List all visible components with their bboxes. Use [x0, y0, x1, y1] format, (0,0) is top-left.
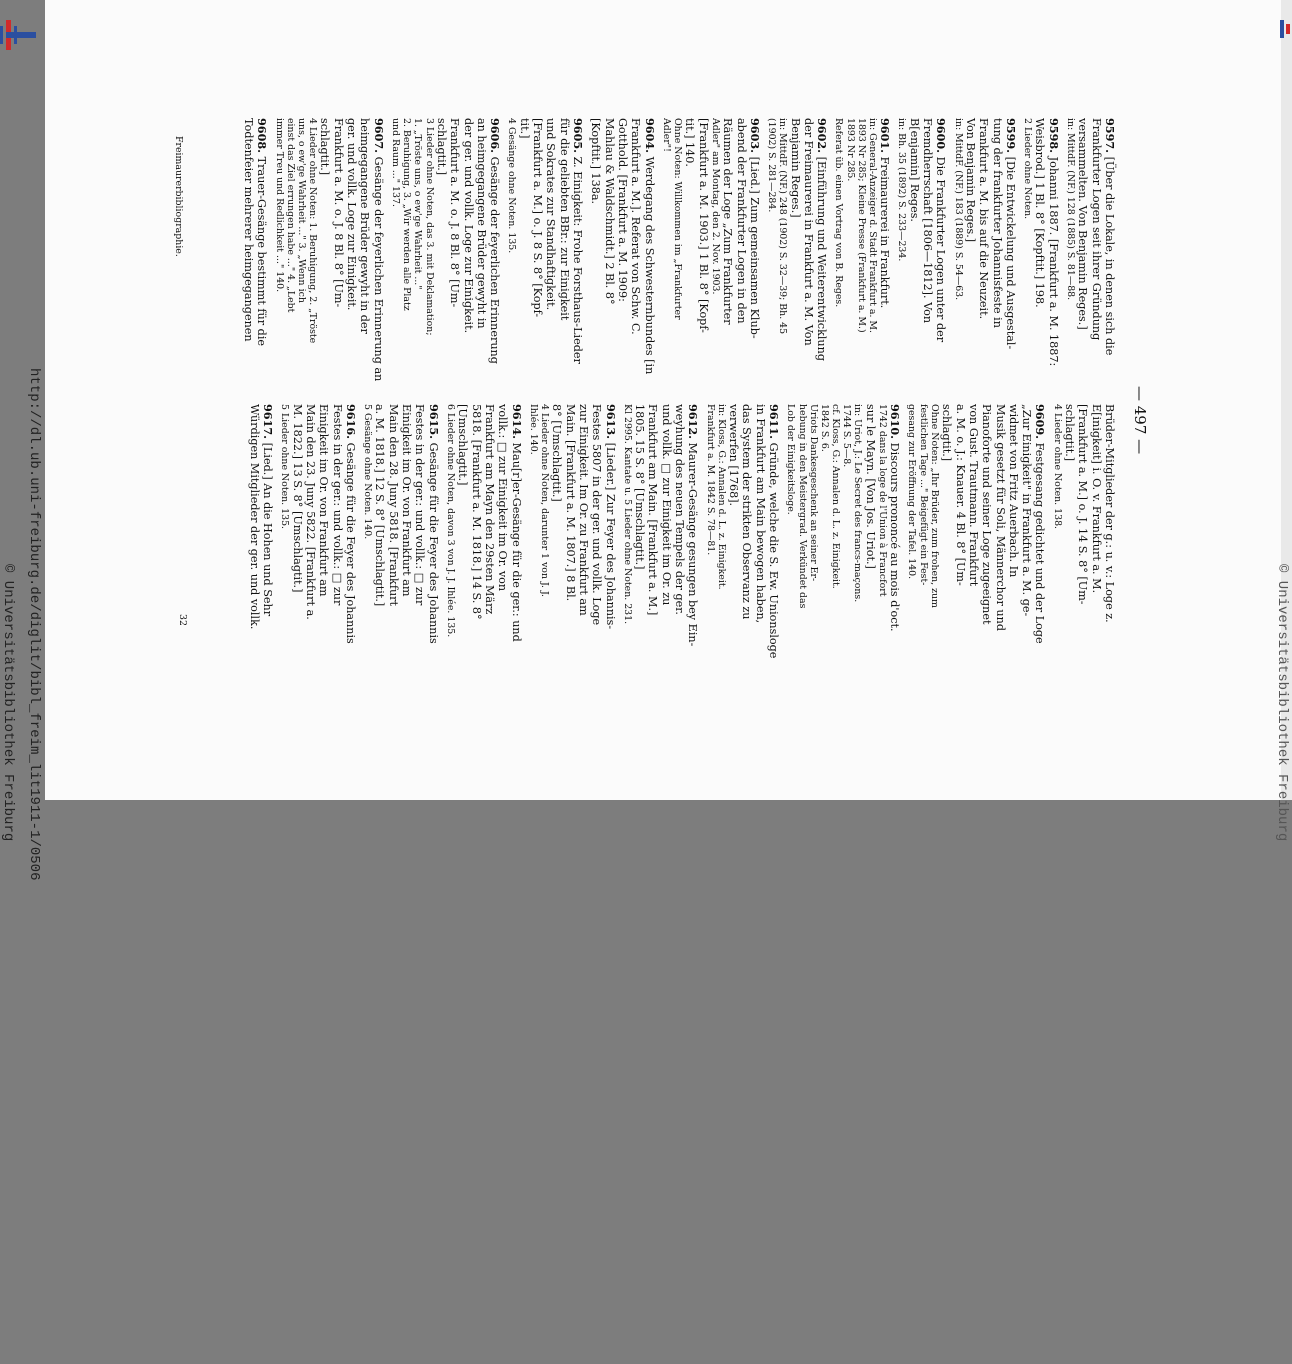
entry-line: Pianoforte und seiner Loge zugeeignet — [980, 404, 994, 625]
library-logo-icon-right — [1278, 18, 1292, 40]
entry-line: für die geliebten BBr.: zur Einigkeit — [557, 118, 571, 321]
entry-line: verwerfen [1768]. — [727, 404, 741, 507]
bibliography-entry — [833, 118, 891, 388]
entry-line: Festes in der ger.: und vollk.: □ zur — [413, 404, 427, 606]
entry-line: 9600. Die Frankfurter Logen unter der — [934, 118, 949, 343]
entry-line: schlagtit.] — [434, 118, 448, 176]
bibliography-entry — [766, 118, 828, 388]
entry-line: widmet von Fritz Auerbach. In — [1006, 404, 1020, 578]
entry-line: Referat üb. einen Vortrag von B. Reges. — [833, 118, 845, 308]
entry-line: versammelten. Von Benjamin Reges.] — [1076, 118, 1090, 330]
bibliography-entry — [1052, 404, 1117, 674]
entry-line: B[enjamin] Reges. — [907, 118, 921, 222]
entry-line: 1805. 15 S. 8° [Umschlagtit.] — [633, 404, 647, 570]
bibliography-entry — [906, 404, 1046, 674]
entry-line: 9608. Trauer-Gesänge bestimmt für die — [255, 118, 270, 347]
entry-line: vollk.: □ zur Einigkeit im Or. von — [496, 404, 510, 592]
bibliography-entry — [445, 404, 523, 674]
entry-line: ger. und vollk. Loge zur Einigkeit. — [345, 118, 359, 311]
entry-line: Lob der Einigkeitsloge. — [785, 404, 797, 515]
entry-line: Einigkeit im Or. von Frankfurt am — [317, 404, 331, 597]
entry-line: in: MittdF. (NF.) 128 (1885) S. 81—88. — [1065, 118, 1077, 301]
entry-line: 9598. Johanni 1887. [Frankfurt a. M. 1887: — [1046, 118, 1061, 367]
entry-line: weyhung des neuen Tempels der ger. — [673, 404, 687, 615]
entry-line: Frankfurt am Mayn den 29sten März — [482, 404, 496, 615]
sidebar-copyright: © Universitätsbibliothek Freiburg — [0, 564, 16, 842]
entry-line: an heimgegangene Brüder gewyht in — [474, 118, 488, 329]
entry-line: 9597. [Über die Lokale, in denen sich die — [1103, 118, 1117, 356]
entry-line: Frankfurt a. M. bis auf die Neuzeit. — [977, 118, 991, 320]
entry-line: 1744 S. 5—8. — [841, 404, 853, 468]
entry-line: 9610. Discours prononcé au mois d'oct. — [888, 404, 903, 632]
entry-line: in: Kloss, G.: Annalen d. L. z. Einigkeit. — [715, 404, 727, 590]
bibliography-entry — [661, 118, 761, 388]
entry-line: M. 1822.] 13 S. 8° [Umschlagtit.] — [290, 404, 304, 593]
entry-line: Benjamin Reges.] — [788, 118, 802, 218]
entry-line: 2 Lieder ohne Noten. — [1022, 118, 1034, 220]
bibliography-entry — [528, 404, 617, 674]
entry-line: sur le Mayn. [Von Jos. Uriot.] — [863, 404, 877, 569]
entry-line: Festes in der ger.: und vollk.: □ zur — [330, 404, 344, 606]
bibliography-entry — [896, 118, 947, 388]
bibliography-entry — [704, 404, 780, 674]
entry-line: tung der frankfurter Johannisfeste in — [990, 118, 1004, 328]
bibliography-entry — [242, 118, 269, 388]
entry-line: tit.] — [517, 118, 531, 139]
entry-line: 9613. [Lieder.] Zur Feyer des Johannis- — [603, 404, 618, 630]
entry-line: schlagtit.] — [1063, 404, 1077, 462]
bibliography-entry — [279, 404, 357, 674]
bibliography-entry — [273, 118, 384, 388]
entry-line: in: MittdF. (NF.) 183 (1889) S. 54—63. — [952, 118, 964, 301]
entry-line: in: General-Anzeiger d. Stadt Frankfurt a. M. — [866, 118, 878, 333]
entry-line: und vollk. □ zur Einigkeit im Or. zu — [659, 404, 673, 606]
entry-line: und Sokrates zur Standhaftigkeit. — [544, 118, 558, 311]
entry-line: 9612. Maurer-Gesänge gesungen bey Ein- — [686, 404, 701, 647]
entry-line: cf. Kloss, G.: Annalen d. L. z. Einigkeit. — [830, 404, 842, 589]
bibliography-entry — [1065, 118, 1116, 388]
entry-line: festlichen Tage ..." Beigefügt ein Fest- — [917, 404, 929, 586]
entry-line: a. M. o. J.: Knauer. 4 Bl. 8° [Um- — [953, 404, 967, 586]
entry-line: Main den 28. Juny 5818. [Frankfurt — [386, 404, 400, 607]
right-edge-text: © Universitätsbibliothek Freiburg — [1274, 564, 1290, 842]
entry-line: 9611. Gründe, welche die S. Ew. Unionsloge — [767, 404, 782, 659]
entry-line: 9601. Freimaurerei in Frankfurt. — [878, 118, 893, 309]
entry-line: Adler" am Montag, den 2. Nov. 1903. — [709, 118, 721, 295]
entry-line: [Frankfurt a. M.] o. J. 8 S. 8° [Kopf- — [531, 118, 545, 318]
entry-line: a. M. 1818.] 12 S. 8° [Umschlagtit.] — [373, 404, 387, 607]
entry-line: Kl 2995. Kantate u. 5 Lieder ohne Noten. 231. — [621, 404, 633, 625]
entry-line: 4 Lieder ohne Noten. 138. — [1051, 404, 1063, 530]
entry-line: E[inigkeit] i. O. v. Frankfurt a. M. — [1089, 404, 1103, 594]
entry-line: Ihlée. 140. — [527, 404, 539, 455]
bibliography-entry — [390, 118, 501, 388]
entry-line: tit.] 140. — [683, 118, 697, 167]
entry-line: Einigkeit im Or. von Frankfurt am — [400, 404, 414, 597]
bibliography-entry — [952, 118, 1017, 388]
entry-line: in: Uriot, J.: Le Secret des francs-maçons. — [852, 404, 864, 603]
entry-line: schlagtit.] — [318, 118, 332, 176]
entry-line: uns, o ew'ge Wahrheit ..." 3. „Wenn ich — [295, 118, 307, 303]
entry-line: 9603. [Lied.] Zum gemeinsamen Klub- — [747, 118, 762, 339]
entry-line: 9617. [Lied.] An die Hohen und Sehr — [261, 404, 276, 617]
entry-line: zur Einigkeit. Im Or. zu Frankfurt am — [576, 404, 590, 616]
entry-line: einst das Ziel errungen habe ..." 4. „Lebt — [284, 118, 296, 313]
entry-line: Ohne Noten: Willkommen im „Frankfurter — [672, 118, 684, 320]
bibliography-entry — [506, 118, 584, 388]
bibliography-entry — [247, 404, 274, 674]
entry-line: [Frankfurt a. M. 1903.] 1 Bl. 8° [Kopf- — [696, 118, 710, 333]
entry-line: 9602. [Einführung und Weiterentwicklung — [815, 118, 830, 361]
entry-line: das System der strikten Observanz zu — [740, 404, 754, 620]
bibliography-entry — [622, 404, 700, 674]
entry-line: von Gust. Trautmann. Frankfurt — [966, 404, 980, 587]
entry-line: 1742 dans la loge de l'Union à Francfort — [876, 404, 888, 597]
entry-line: Adler"! — [660, 118, 672, 152]
entry-line: [Kopftit.] 138a. — [589, 118, 603, 205]
entry-line: 5818. [Frankfurt a. M. 1818.] 14 S. 8° — [469, 404, 483, 620]
entry-line: der ger. und vollk. Loge zur Einigkeit. — [461, 118, 475, 334]
entry-line: Fremdherrschaft [1806—1812]. Von — [921, 118, 935, 324]
entry-line: [Umschlagtit.] — [456, 404, 470, 486]
bibliography-entry — [362, 404, 440, 674]
entry-line: Frankfurt a. M. o. J. 8 Bl. 8° [Um- — [331, 118, 345, 308]
entry-line: 5 Gesänge ohne Noten. 140. — [362, 404, 374, 540]
entry-line: 1893 Nr 285; Kleine Presse (Frankfurt a. M.) — [855, 118, 867, 333]
entry-line: Musik gesetzt für Soli, Männerchor und — [993, 404, 1007, 632]
entry-line: 1893 Nr 285. — [844, 118, 856, 182]
entry-line: heimgegangene Brüder gewyht in der — [358, 118, 372, 334]
entry-line: Ohne Noten: „Ihr Brüder, zum frohen, zum — [928, 404, 940, 608]
entry-line: 1. „Tröste uns, o ew'ge Wahrheit ..." — [412, 118, 424, 290]
entry-line: 9604. Werdegang des Schwesternbundes [in — [642, 118, 657, 375]
entry-line: Todtenfeier mehrerer heimgegangenen — [242, 118, 256, 342]
entry-line: Mahlau & Waldschmidt.] 2 Bl. 8° — [602, 118, 616, 305]
entry-line: Gotthold. [Frankfurt a. M. 1909: — [616, 118, 630, 302]
entry-line: Frankfurt am Main. [Frankfurt a. M.] — [646, 404, 660, 616]
entry-line: „Zur Einigkeit" in Frankfurt a. M. ge- — [1020, 404, 1034, 617]
entry-line: 9614. Mau[r]er-Gesänge für die ger.: und — [509, 404, 524, 642]
entry-line: [Frankfurt a. M.] o. J. 14 S. 8° [Um- — [1076, 404, 1090, 605]
entry-line: Räumen der Loge „Zum Frankfurter — [721, 118, 735, 325]
entry-line: in: MittdF. (NF.) 248 (1902) S. 32—39; Bh. 45 — [777, 118, 789, 335]
entry-line: in: Bh. 35 (1892) S. 233—234. — [896, 118, 908, 262]
footer-left: Freimaurerbibliographie. — [173, 136, 184, 257]
entry-line: 9615. Gesänge für die Feyer des Johannis — [426, 404, 441, 644]
entry-line: Frankfurt a. M. 1842 S. 78—81. — [704, 404, 716, 556]
footer-right: 32 — [177, 614, 188, 626]
entry-line: 9606. Gesänge der feyerlichen Erinnerung — [488, 118, 503, 364]
entry-line: 4 Lieder ohne Noten: 1. Beruhigung, 2. „Tröste — [307, 118, 319, 344]
entry-line: 9616. Gesänge für die Feyer des Johannis — [343, 404, 358, 644]
entry-line: immer Treu und Redlichkeit ..." 140. — [273, 118, 285, 293]
entry-line: Main. [Frankfurt a. M. 1807.] 8 Bl. — [563, 404, 577, 602]
entry-line: 2. Beruhigung, 3. „Wir werden alle Platz — [401, 118, 413, 311]
library-logo-icon — [0, 18, 36, 52]
entry-line: 9607. Gesänge der feyerlichen Erinnerung an — [371, 118, 386, 382]
entry-line: 4 Gesänge ohne Noten. 135. — [506, 118, 518, 254]
page-number: — 497 — — [1131, 386, 1149, 455]
entry-line: Weisbrod.] 1 Bl. 8° [Kopftit.] 198. — [1033, 118, 1047, 308]
entry-line: Main den 23. Juny 5822. [Frankfurt a. — [303, 404, 317, 620]
entry-line: 8° [Umschlagtit.] — [550, 404, 564, 502]
entry-line: 9609. Festgesang gedichtet und der Loge — [1033, 404, 1048, 644]
entry-line: 3 Lieder ohne Noten, das 3. mit Deklamation; — [423, 118, 435, 336]
entry-line: Frankfurter Logen seit ihrer Gründung — [1089, 118, 1103, 341]
entry-line: abend der Frankfurter Logen in den — [734, 118, 748, 324]
bibliography-entry — [589, 118, 656, 388]
entry-line: hebung in den Meistergrad. Verkündet das — [796, 404, 808, 609]
entry-line: Würdigen Mitglieder der ger. und vollk. — [247, 404, 261, 630]
entry-line: Von Benjamin Reges.] — [964, 118, 977, 243]
entry-line: in Frankfurt am Main bewogen haben, — [753, 404, 767, 624]
entry-line: 4 Lieder ohne Noten, darunter 1 von J. J. — [539, 404, 550, 597]
entry-line: Brüder-Mitglieder der g.: u. v.: Loge z. — [1103, 404, 1116, 623]
entry-line: 1842 S. 6. — [818, 404, 830, 452]
bibliography-entry — [785, 404, 901, 674]
entry-line: der Freimaurerei in Frankfurt a. M. Von — [801, 118, 815, 346]
entry-line: und Raum ..." 137. — [390, 118, 401, 207]
entry-line: Frankfurt a. M. o. J. 8 Bl. 8° [Um- — [448, 118, 462, 308]
entry-line: (1902) S. 281—284. — [766, 118, 778, 213]
entry-line: 9605. Z. Einigkeit: Frohe Forsthaus-Lieder — [571, 118, 586, 364]
entry-line: 6 Lieder ohne Noten, davon 3 von J. J. Ihlée. 135. — [444, 404, 456, 638]
entry-line: Frankfurt a. M.]. Referat von Schw. C. — [629, 118, 643, 335]
entry-line: 9599. [Die Entwickelung und Ausgestal- — [1003, 118, 1018, 350]
entry-line: 5 Lieder ohne Noten. 135. — [279, 404, 291, 530]
entry-line: Festes 5807 in der ger. und vollk. Loge — [590, 404, 604, 626]
entry-line: Uriots Dankesgeschenk an seiner Er- — [807, 404, 819, 582]
entry-line: gesang zur Eröffnung der Tafel. 140. — [906, 404, 918, 580]
entry-line: schlagtit.] — [940, 404, 954, 462]
bibliography-entry — [1022, 118, 1060, 388]
sidebar-url[interactable]: http://dl.ub.uni-freiburg.de/diglit/bibl_freim_lit1911-1/0506 — [26, 368, 42, 881]
